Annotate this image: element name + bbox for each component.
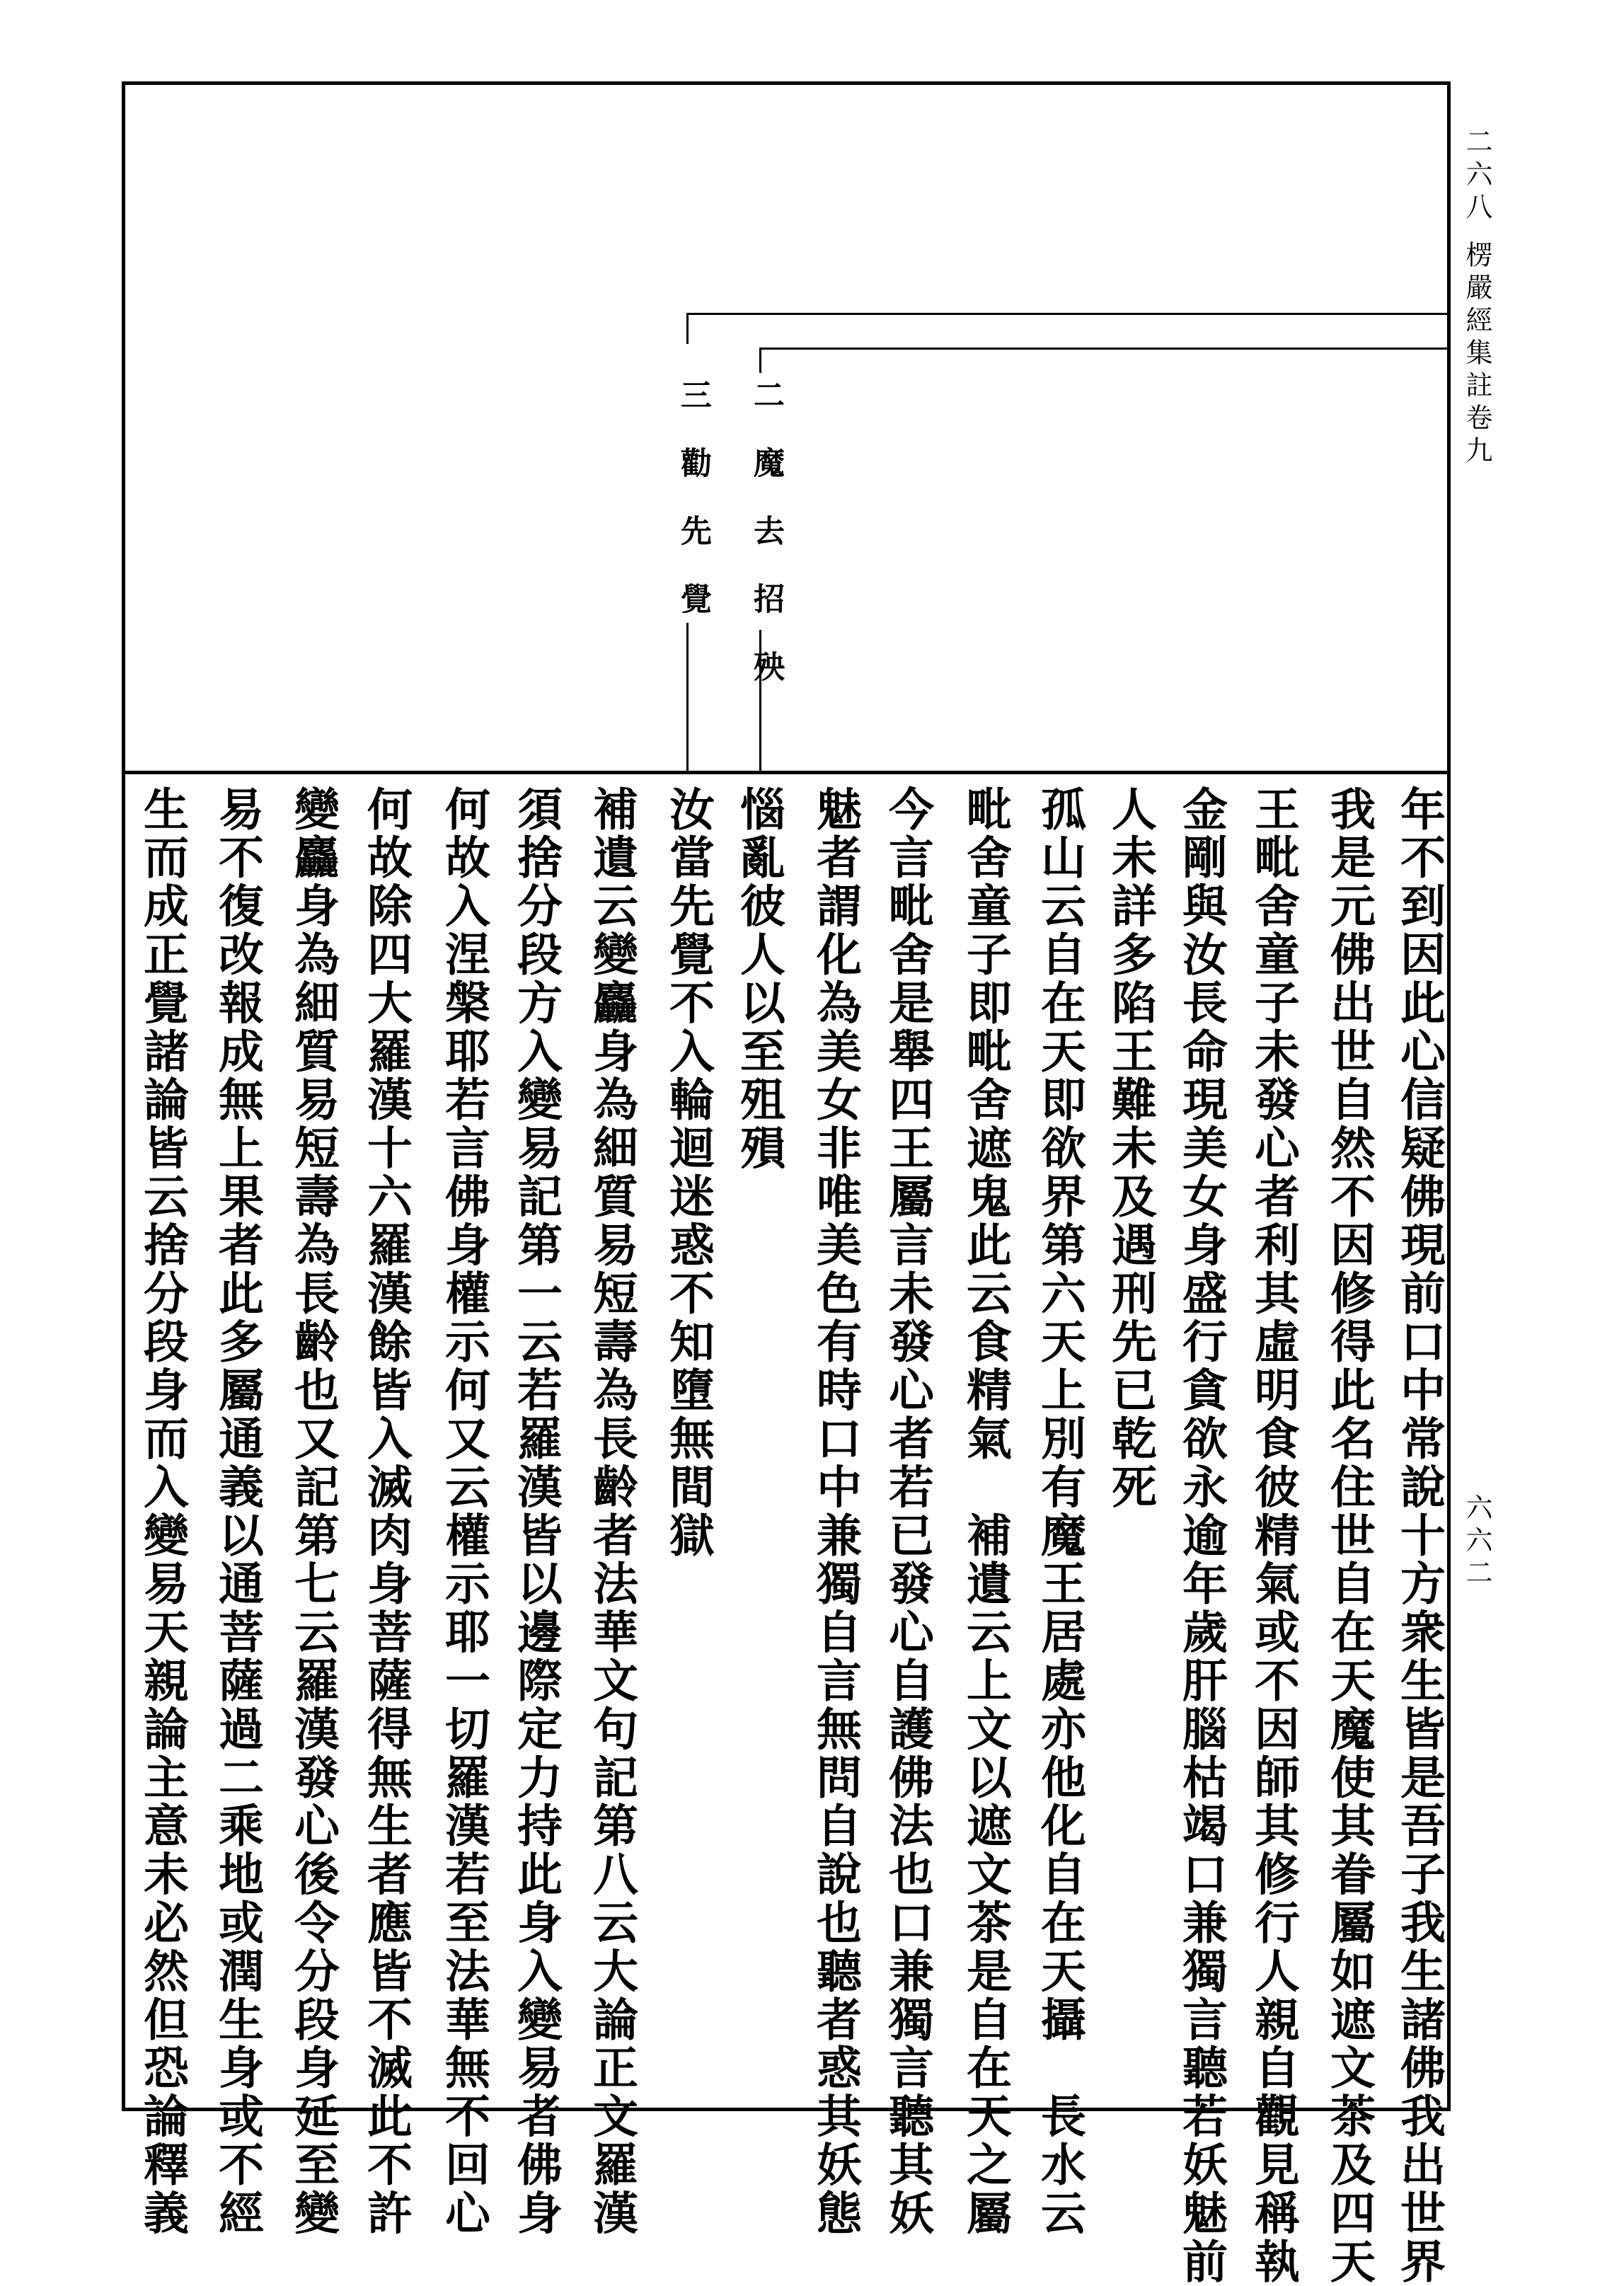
text-column: 補遺云變麤身為細質易短壽為長齡者法華文句記第八云大論正文羅漢 — [585, 786, 638, 2238]
text-column: 毗舍童子即毗舍遮鬼此云食精氣 補遺云上文以遮文茶是自在天之屬 — [959, 786, 1012, 2238]
text-column: 今言毗舍是舉四王屬言未發心者若已發心自護佛法也口兼獨言聽其妖 — [881, 786, 934, 2238]
outline-item-3: 三勸先覺 — [675, 379, 711, 650]
outline-item-2: 二魔去招殃 — [748, 379, 784, 718]
book-title: 楞嚴經集註卷九 — [1461, 241, 1492, 469]
outline-bracket-top — [686, 313, 1451, 315]
text-column: 王毗舍童子未發心者利其虛明食彼精氣或不因師其修行人親自觀見稱執 — [1247, 786, 1300, 2286]
upper-lower-divider — [122, 771, 1451, 774]
page-number-right: 六六二 — [1461, 1493, 1492, 1591]
page-number-left: 二六八 — [1461, 127, 1492, 225]
outline-bracket-left-tick — [686, 313, 689, 344]
text-column: 須捨分段方入變易記第一云若羅漢皆以邊際定力持此身入變易者佛身 — [509, 786, 563, 2238]
text-column: 我是元佛出世自然不因修得此名住世自在天魔使其眷屬如遮文茶及四天 — [1323, 786, 1376, 2286]
text-column: 汝當先覺不入輪迴迷惑不知墮無間獄 — [662, 786, 715, 1561]
text-column: 金剛與汝長命現美女身盛行貪欲永逾年歲肝腦枯竭口兼獨言聽若妖魅前 — [1175, 786, 1228, 2286]
text-column: 易不復改報成無上果者此多屬通義以通菩薩過二乘地或潤生身或不經 — [211, 786, 264, 2238]
outline-bracket-second — [759, 348, 1451, 350]
text-column: 何故除四大羅漢十六羅漢餘皆入滅肉身菩薩得無生者應皆不滅此不許 — [359, 786, 413, 2238]
text-column: 年不到因此心信疑佛現前口中常說十方衆生皆是吾子我生諸佛我出世界 — [1393, 786, 1446, 2286]
text-column: 變麤身為細質易短壽為長齡也又記第七云羅漢發心後令分段身延至變 — [287, 786, 340, 2238]
text-column: 生而成正覺諸論皆云捨分段身而入變易天親論主意未必然但恐論釋義 — [136, 786, 189, 2238]
outline-bracket-second-tick — [759, 348, 761, 373]
text-column: 魅者謂化為美女非唯美色有時口中兼獨自言無問自說也聽者惑其妖態 — [809, 786, 862, 2238]
text-column: 惱亂彼人以至殂殞 — [732, 786, 785, 1173]
text-column: 孤山云自在天即欲界第六天上別有魔王居處亦他化自在天攝 長水云 — [1033, 786, 1086, 2238]
text-column: 何故入涅槃耶若言佛身權示何又云權示耶一切羅漢若至法華無不回心 — [437, 786, 490, 2238]
text-column: 人未詳多陷王難未及遇刑先已乾死 — [1104, 786, 1157, 1512]
